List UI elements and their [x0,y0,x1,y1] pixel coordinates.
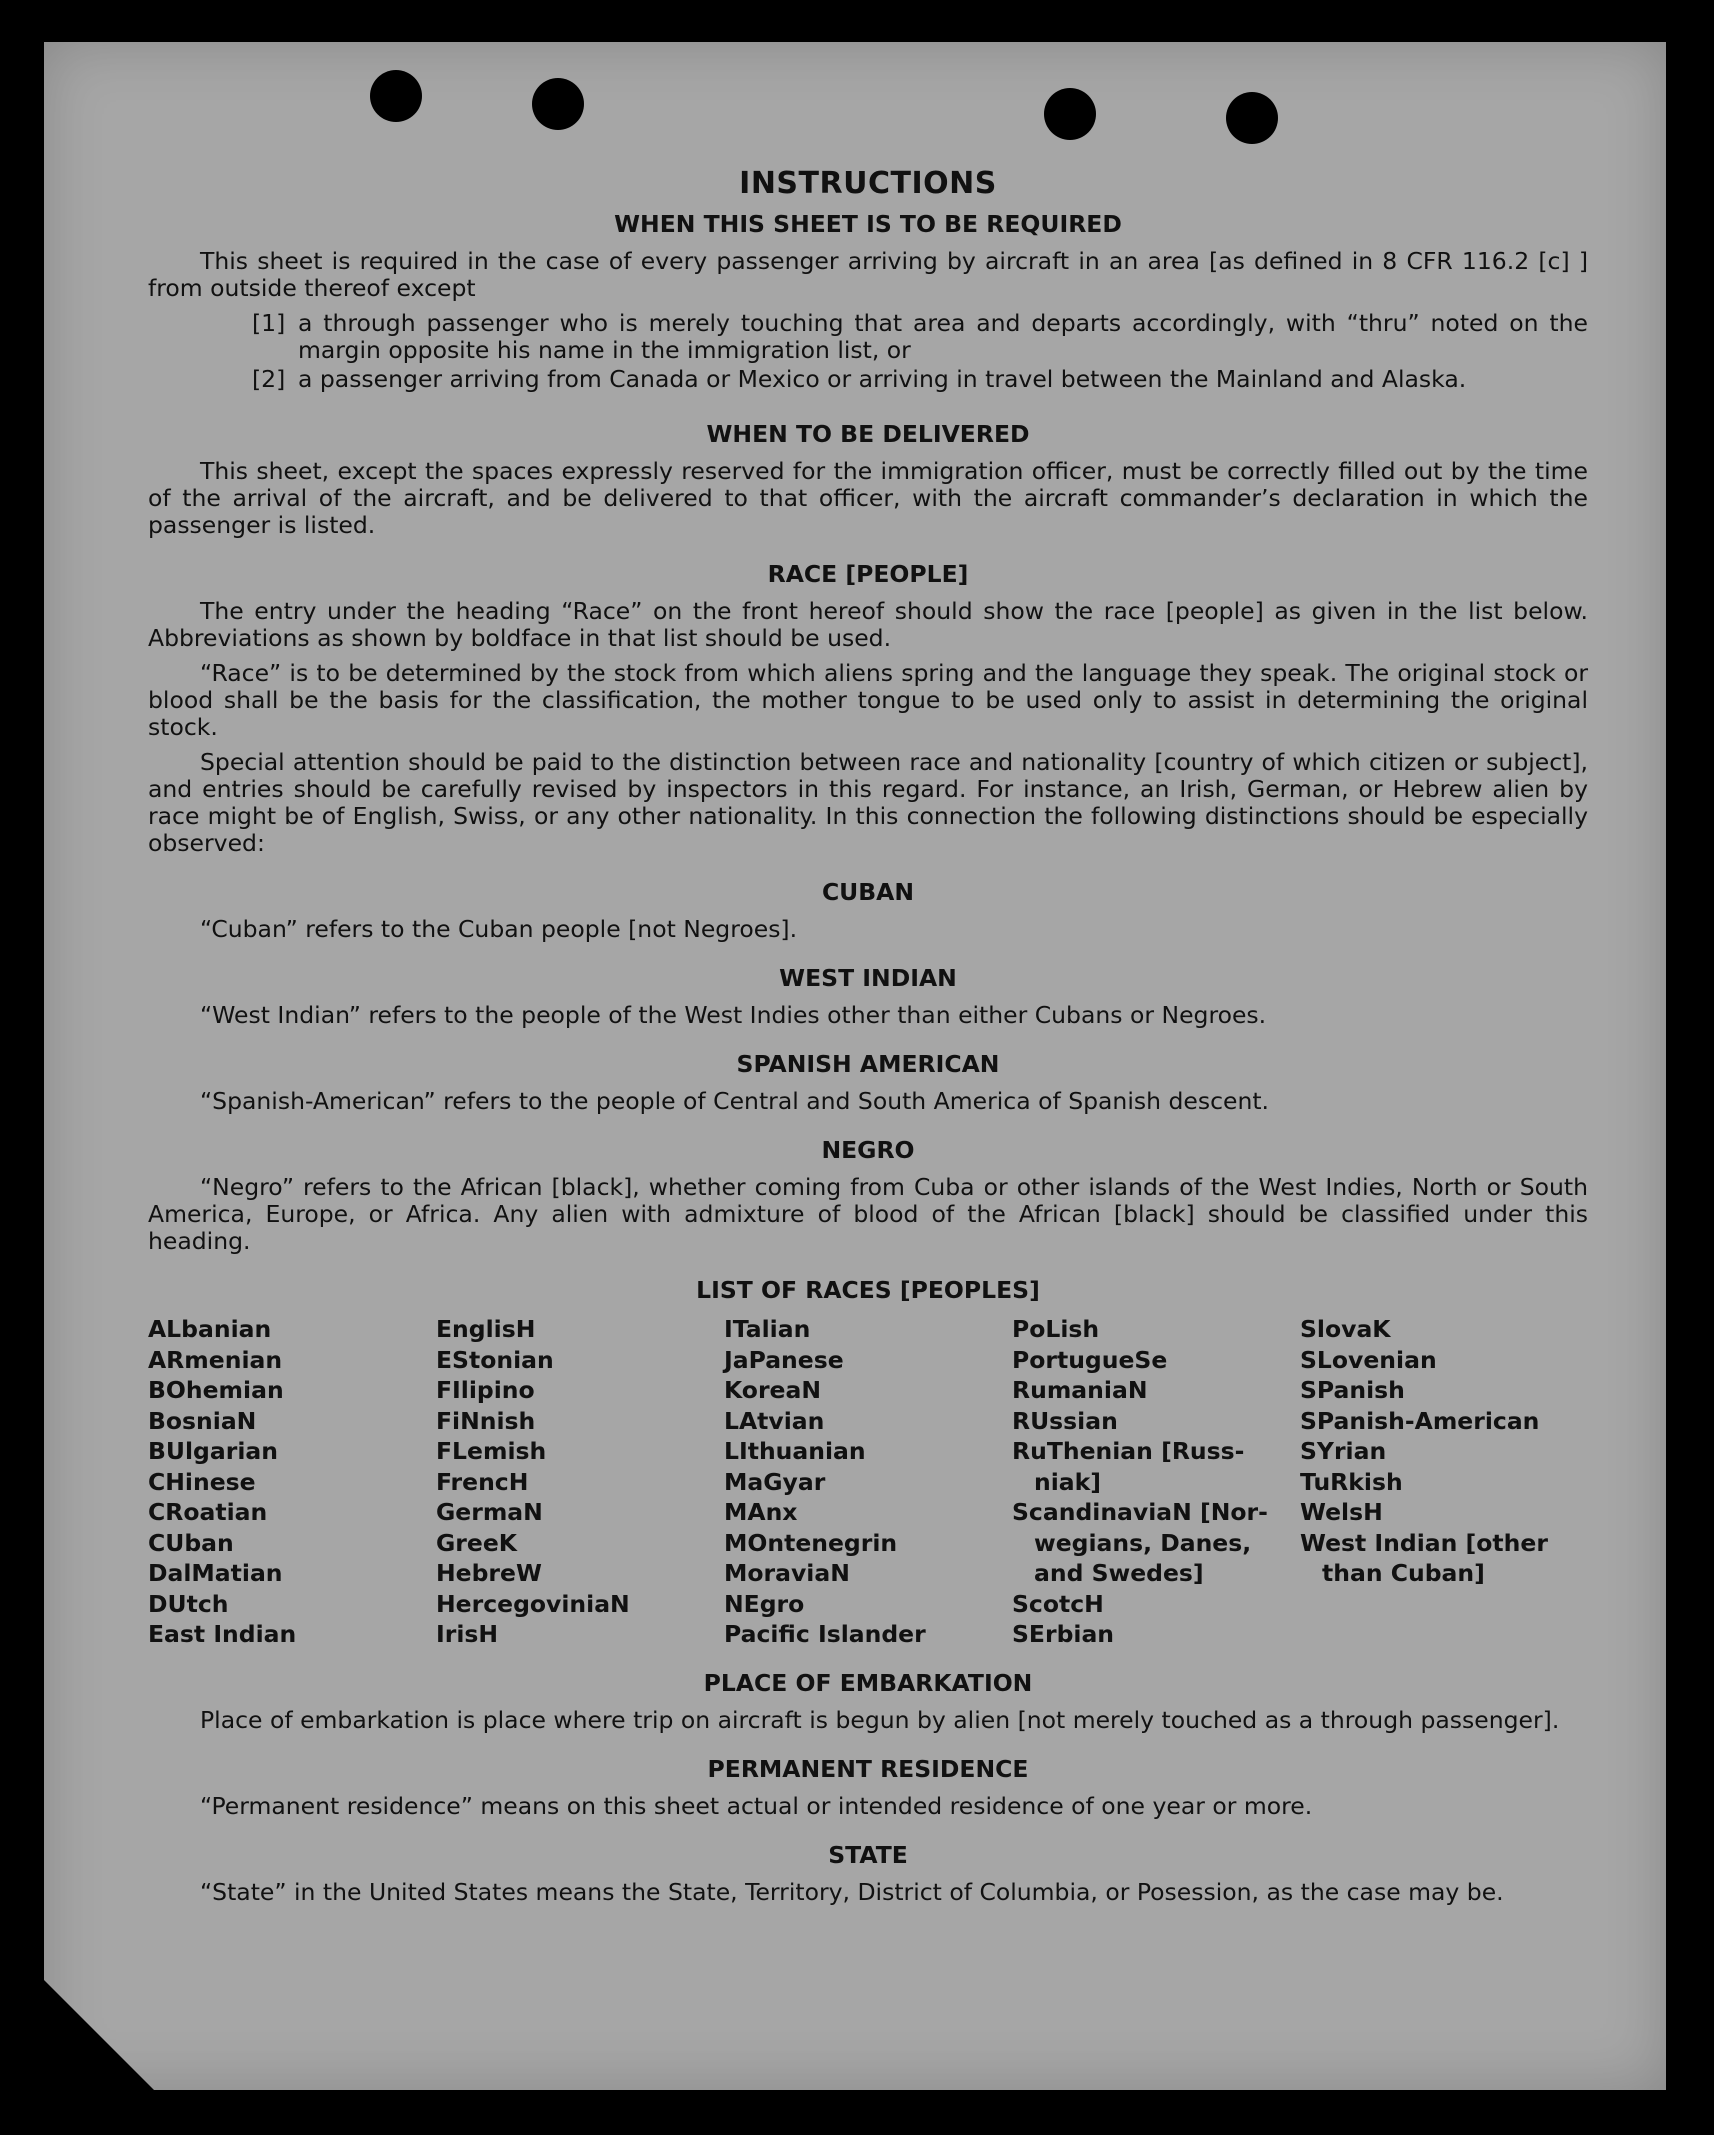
races-column [1012,1314,1300,1650]
race-entry: TuRkish [1300,1467,1403,1496]
race-entry: SErbian [1012,1620,1115,1648]
race-entry: DUtch [148,1589,229,1618]
race-entry: IrisH [436,1620,499,1648]
list-text: a passenger arriving from Canada or Mexico or arriving in travel between the Mainland and Alaska. [298,365,1467,393]
race-entry: SYrian [1300,1437,1387,1465]
when-required-intro: This sheet is required in the case of every passenger arriving by aircraft in an area [as defined in 8 CFR 116.2 [c] ] from outside thereof except [148,247,1588,302]
spanish-american-text: “Spanish-American” refers to the people of Central and South America of Spanish descent. [200,1087,1270,1115]
heading-permanent-residence: PERMANENT RESIDENCE [707,1754,1029,1783]
race-entry: GermaN [436,1498,543,1526]
list-item [252,366,1588,393]
race-entry: East Indian [148,1620,297,1648]
race-paragraph-3: Special attention should be paid to the distinction between race and nationality [country of which citizen or subject], and entries should be carefully revised by inspectors in this regard. For instance, an Irish, German, or Hebrew alien by race might be of English, Swiss, or any other nationality. In this connection the following distinctions should be especially observed: [148,748,1588,857]
race-entry: West Indian [other [1300,1528,1548,1557]
race-entry: RuThenian [Russ- [1012,1437,1245,1465]
list-number: [2] [252,365,286,393]
list-text: a through passenger who is merely touching that area and departs accordingly, with “thru” noted on the margin opposite his name in the immigration list, or [298,309,1588,364]
race-entry: BUlgarian [148,1437,278,1465]
race-entry: and Swedes] [1034,1559,1204,1587]
race-entry: CUban [148,1528,234,1557]
west-indian-text: “West Indian” refers to the people of the West Indies other than either Cubans or Negroes. [200,1001,1267,1029]
races-column [436,1314,724,1650]
heading-spanish-american: SPANISH AMERICAN [736,1050,1000,1078]
punch-hole [532,78,584,130]
races-column [1300,1314,1588,1650]
race-entry: SLovenian [1300,1345,1437,1374]
race-entry: NEgro [724,1589,805,1618]
races-column [148,1314,436,1650]
race-entry: EStonian [436,1345,554,1374]
race-entry: LAtvian [724,1406,825,1435]
race-entry: ITalian [724,1315,811,1343]
when-delivered-text: This sheet, except the spaces expressly reserved for the immigration officer, must be correctly filled out by the time of the arrival of the aircraft, and be delivered to that officer, with the aircraft commander’s declaration in which the passenger is listed. [148,457,1588,539]
negro-text: “Negro” refers to the African [black], whether coming from Cuba or other islands of the West Indies, North or South America, Europe, or Africa. Any alien with admixture of blood of the African [black] should be classified under this heading. [148,1173,1588,1255]
race-entry: MAnx [724,1498,798,1526]
races-table [148,1314,1588,1650]
race-entry: SPanish-American [1300,1406,1540,1435]
race-entry: GreeK [436,1528,517,1557]
race-entry: than Cuban] [1322,1559,1485,1587]
race-entry: SlovaK [1300,1315,1391,1343]
race-entry: RUssian [1012,1406,1118,1435]
punch-hole [1226,92,1278,144]
folded-corner [44,1980,154,2090]
race-entry: KoreaN [724,1376,821,1404]
race-entry: ScotcH [1012,1589,1104,1618]
race-entry: SPanish [1300,1376,1405,1404]
race-paragraph-2: “Race” is to be determined by the stock from which aliens spring and the language they speak. The original stock or blood shall be the basis for the classification, the mother tongue to be used only to assist in determining the original stock. [148,659,1588,741]
race-entry: PortugueSe [1012,1345,1168,1374]
race-entry: MOntenegrin [724,1528,898,1557]
race-entry: HercegoviniaN [436,1589,630,1618]
heading-negro: NEGRO [821,1136,915,1164]
race-entry: DalMatian [148,1559,283,1587]
race-entry: EnglisH [436,1315,536,1343]
race-entry: CHinese [148,1467,256,1496]
race-paragraph-1: The entry under the heading “Race” on the front hereof should show the race [people] as given in the list below. Abbreviations as shown by boldface in that list should be used. [148,597,1588,652]
race-entry: CRoatian [148,1498,268,1526]
race-entry: FLemish [436,1437,547,1465]
heading-when-required: WHEN THIS SHEET IS TO BE REQUIRED [614,210,1122,238]
race-entry: WelsH [1300,1498,1383,1526]
race-entry: ALbanian [148,1315,272,1343]
instructions-content [148,166,1588,1914]
race-entry: PoLish [1012,1315,1100,1343]
race-entry: RumaniaN [1012,1376,1148,1404]
race-entry: ARmenian [148,1345,283,1374]
race-entry: MaGyar [724,1467,826,1496]
page-title: INSTRUCTIONS [739,166,997,201]
race-entry: JaPanese [724,1345,844,1374]
race-entry: niak] [1034,1467,1102,1496]
heading-embarkation: PLACE OF EMBARKATION [703,1668,1033,1697]
races-column [724,1314,1012,1650]
race-entry: FrencH [436,1467,529,1496]
embarkation-text: Place of embarkation is place where trip on aircraft is begun by alien [not merely touched as a through passenger]. [200,1705,1560,1734]
list-number: [1] [252,309,286,337]
document-sheet [44,42,1666,2090]
punch-hole [370,70,422,122]
race-entry: BOhemian [148,1376,284,1404]
race-entry: HebreW [436,1559,542,1587]
race-entry: ScandinaviaN [Nor- [1012,1498,1268,1526]
race-entry: FIlipino [436,1376,535,1404]
state-text: “State” in the United States means the State, Territory, District of Columbia, or Posession, as the case may be. [200,1877,1504,1906]
race-entry: Pacific Islander [724,1620,926,1648]
heading-list-of-races: LIST OF RACES [PEOPLES] [696,1276,1040,1304]
heading-cuban: CUBAN [821,878,915,906]
heading-race: RACE [PEOPLE] [767,560,969,588]
race-entry: wegians, Danes, [1034,1528,1252,1557]
race-entry: LIthuanian [724,1437,866,1465]
race-entry: MoraviaN [724,1559,850,1587]
race-entry: FiNnish [436,1406,536,1435]
heading-when-delivered: WHEN TO BE DELIVERED [706,420,1030,448]
heading-state: STATE [828,1840,908,1869]
race-entry: BosniaN [148,1406,257,1435]
permanent-residence-text: “Permanent residence” means on this sheet actual or intended residence of one year or more. [200,1791,1313,1820]
heading-west-indian: WEST INDIAN [779,964,957,992]
list-item [252,310,1588,364]
punch-hole [1044,88,1096,140]
cuban-text: “Cuban” refers to the Cuban people [not Negroes]. [200,915,798,943]
